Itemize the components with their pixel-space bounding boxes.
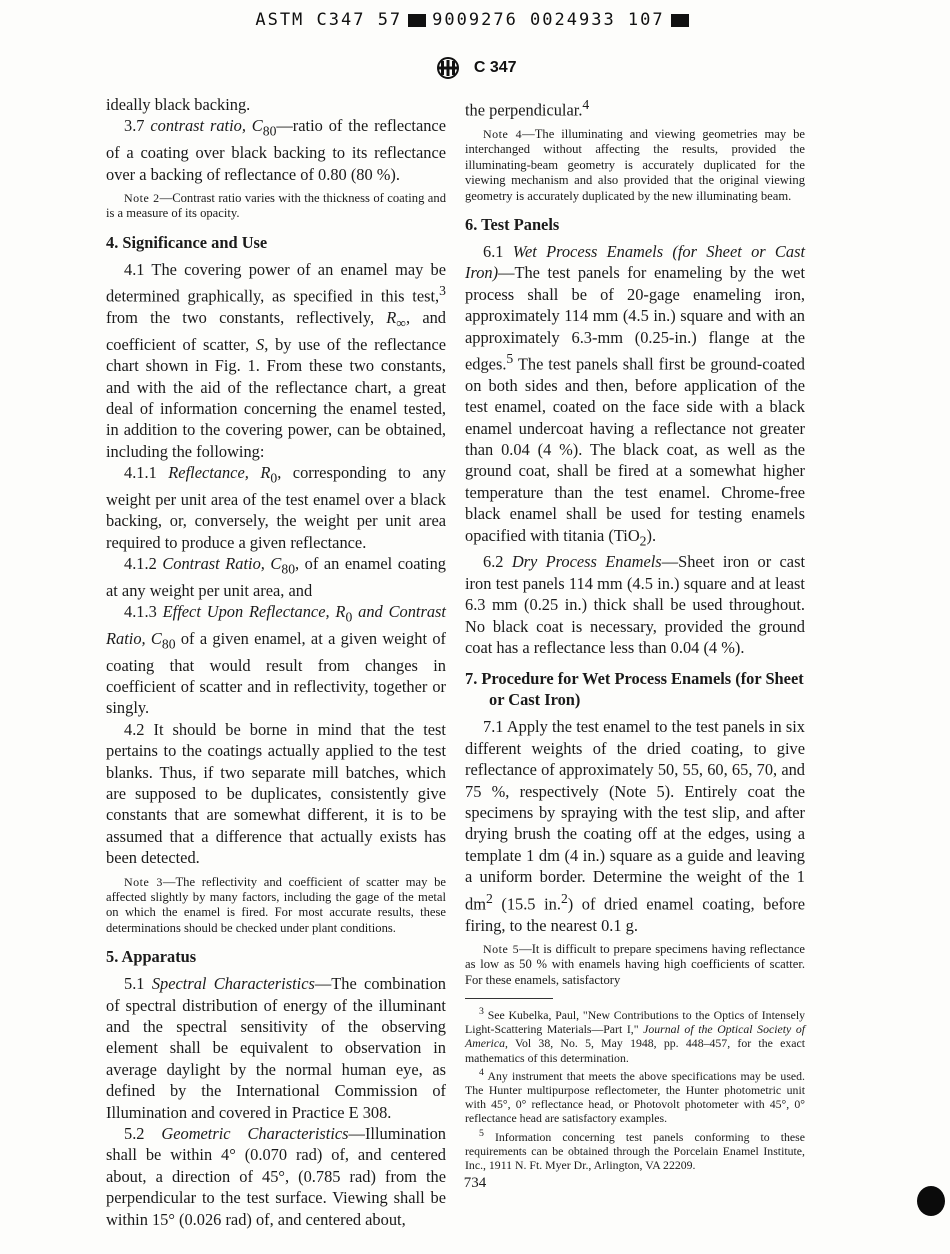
left-column — [106, 94, 446, 1230]
page-number: 734 — [463, 1175, 487, 1191]
header-code-right: 9009276 0024933 107 — [432, 10, 665, 30]
paragraph-4-1-2: 4.1.2 Contrast Ratio, $C_{80}$, of an enamel coating at any weight per unit area, and — [106, 554, 446, 600]
paragraph-4-1: 4.1 The covering power of an enamel may be determined graphically, as specified in this test,$^3$ from the two constants, reflectively, $R_\infty$, and coefficient of scatter, S, by use of the reflectance chart shown in Fig. 1. From these two constants, and with the aid of the reflectance chart, a great deal of information concerning the enamel tested, in addition to the covering power, can be obtained, including the following: — [106, 259, 447, 461]
footnote-4: $^4$ Any instrument that meets the above specifications may be used. The Hunter multipurpose reflectometer, the Hunter photometric unit with 45°, 0° reflectance head, or Photovolt photometer with 45°, 0° reflectance head are satisfactory examples. — [465, 1066, 805, 1126]
paragraph-6-1: 6.1 Wet Process Enamels (for Sheet or Cast Iron)—The test panels for enameling by the wet process shall be of 20-gage enameling iron, approximately 114 mm (4.5 in.) square and with an approximately 6.3-mm (0.25-in.) flange at the edges.$^5$ The test panels shall first be ground-coated on both sides and then, before application of the test enamel, coated on the face side with a black enamel undercoat having a reflectance not greater than 0.04 (4 %). The black coat, as well as the ground coat, shall be fired at a somewhat higher temperature than the test enamel. Chrome-free black enamel shall be used for testing enamels opacified with titania (TiO$_2$). — [465, 241, 805, 548]
note-4: Note 4—The illuminating and viewing geometries may be interchanged without affecting the results, provided the illuminating-beam geometry is accurately duplicated for the viewing mechanism and also provided that the original viewing geometry is accurately duplicated by the new illuminating beam. — [465, 126, 805, 203]
note-3: Note 3—The reflectivity and coefficient of scatter may be affected slightly by many factors, including the gage of the metal on which the enamel is fired. For most accurate results, these determinations should be checked under plant conditions. — [106, 874, 446, 935]
header-code — [0, 10, 950, 30]
section-heading-6: 6. Test Panels — [465, 214, 560, 234]
paragraph-4-1-1: 4.1.1 Reflectance, $R_0$, corresponding to any weight per unit area of the test enamel over a black backing, or, conversely, the weight per unit area required to produce a given reflectance. — [106, 463, 446, 552]
section-heading-7: 7. Procedure for Wet Process Enamels (for Sheet or Cast Iron) — [465, 669, 804, 710]
paragraph-perpendicular: the perpendicular.$^4$ — [465, 97, 590, 120]
ink-blot-mark — [917, 1186, 945, 1216]
footnote-5: $^5$ Information concerning test panels conforming to these requirements can be obtained through the Porcelain Enamel Institute, Inc., 1911 N. Ft. Myer Dr., Arlington, VA 22209. — [465, 1127, 805, 1172]
paragraph-4-1-3: 4.1.3 Effect Upon Reflectance, $R_0$ and Contrast Ratio, $C_{80}$ of a given enamel, at a given weight of coating that would result from changes in coefficient of scatter and in reflectivity, together or singly. — [106, 602, 446, 718]
paragraph-backing: ideally black backing. — [106, 95, 251, 114]
footnote-3: $^3$ See Kubelka, Paul, "New Contributions to the Optics of Intensely Light-Scattering Materials—Part I," Journal of the Optical Society of America, Vol 38, No. 5, May 1948, pp. 448–457, for the exact mathematics of this determination. — [465, 1006, 805, 1065]
paragraph-5-1: 5.1 Spectral Characteristics—The combination of spectral distribution of energy of the illuminant and the spectral sensitivity of the observing element shall be equivalent to observation in average daylight by the normal human eye, as defined by the International Commission of Illumination and covered in Practice E 308. — [106, 974, 446, 1122]
astm-logo-icon — [433, 57, 463, 79]
right-column — [465, 94, 805, 1173]
paragraph-5-2: 5.2 Geometric Characteristics—Illumination shall be within 4° (0.070 rad) of, and centered about, a direction of 45°, (0.785 rad) from the perpendicular to the test surface. Viewing shall be within 15° (0.026 rad) of, and centered about, — [106, 1124, 446, 1229]
paragraph-4-2: 4.2 It should be borne in mind that the test pertains to the coatings actually applied to the test blanks. Thus, if two separate mill batches, which are supposed to be duplicates, consistently give constants that are somewhat different, it is to be assumed that a difference that actually exists has been detected. — [106, 719, 446, 868]
definition-3-7: 3.7 contrast ratio, $C_{80}—ratio$ of the reflectance of a coating over black backing to its reflectance over a backing of reflectance of 0.80 (80 %). — [106, 116, 446, 184]
header-bar-mark — [408, 14, 426, 27]
header-bar-mark — [671, 14, 689, 27]
section-heading-4: 4. Significance and Use — [106, 232, 268, 252]
footnote-divider — [465, 998, 553, 999]
note-2: Note 2—Contrast ratio varies with the thickness of coating and is a measure of its opacity. — [106, 190, 446, 221]
section-heading-5: 5. Apparatus — [106, 947, 197, 967]
paragraph-6-2: 6.2 Dry Process Enamels—Sheet iron or cast iron test panels 114 mm (4.5 in.) square and at least 6.3 mm (0.25 in.) thick shall be used throughout. No black coat is necessary, provided the ground coat has a reflectance less than 0.04 (4 %). — [465, 552, 805, 657]
note-5: Note 5—It is difficult to prepare specimens having reflectance as low as 50 % with enamels having high coefficients of scatter. For these enamels, satisfactory — [465, 941, 805, 987]
header-code-left: ASTM C347 57 — [255, 10, 403, 30]
designation-text: C 347 — [473, 59, 517, 76]
designation-line — [0, 57, 950, 79]
paragraph-7-1: 7.1 Apply the test enamel to the test panels in six different weights of the dried coating, to give reflectance of approximately 50, 55, 60, 65, 70, and 75 %, respectively (Note 5). Entirely coat the specimens by spraying with the test slip, and after drying brush the coating off at the edges, using a template 1 dm (4 in.) square as a guide and leaving a uniform border. Determine the weight of the 1 $dm^2$ (15.5 in.$^2$) of dried enamel coating, before firing, to the nearest 0.1 g. — [465, 717, 805, 935]
